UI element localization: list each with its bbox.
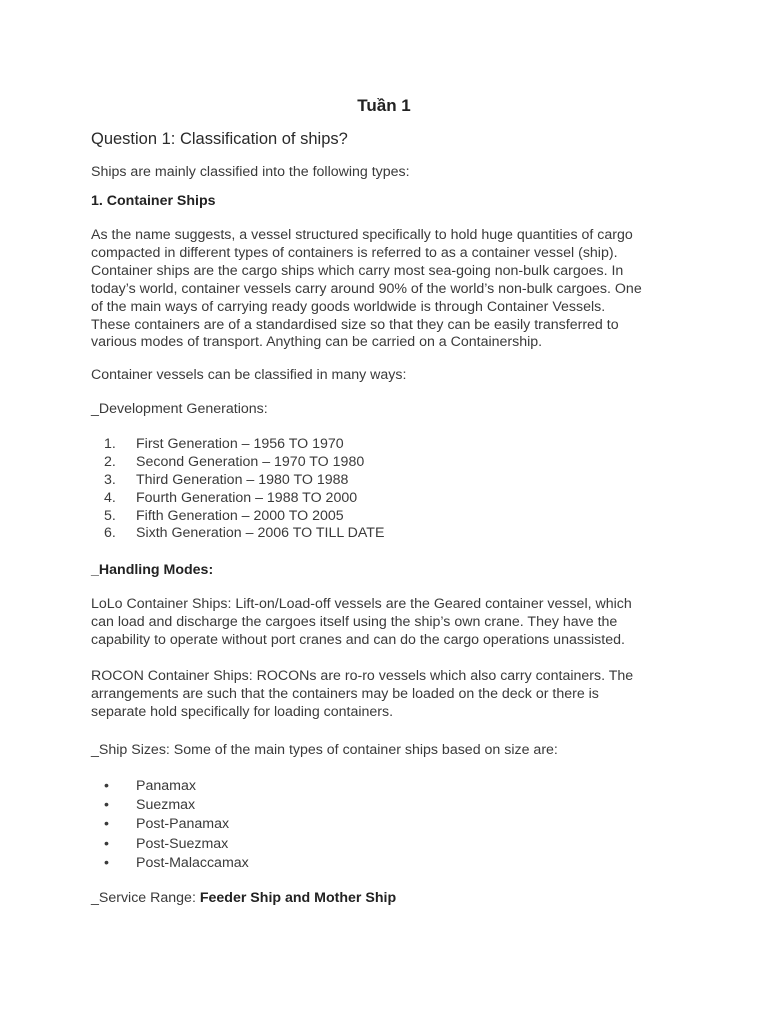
list-item-text: Post-Panamax <box>136 816 230 833</box>
intro-text: Ships are mainly classified into the following types: <box>91 164 410 180</box>
service-range-value: Feeder Ship and Mother Ship <box>199 890 397 906</box>
list-item-text: Post-Malaccamax <box>136 854 249 871</box>
list-number: 3. <box>104 471 116 488</box>
handling-modes-heading: _Handling Modes: <box>91 562 214 578</box>
list-item-text: Fourth Generation – 1988 TO 2000 <box>136 489 358 506</box>
paragraph-line: capability to operate without port cranes and can do the cargo operations unassisted. <box>91 631 625 648</box>
paragraph-line: Container ships are the cargo ships which carry most sea-going non-bulk cargoes. In <box>91 262 624 279</box>
bullet-icon: • <box>104 835 109 852</box>
list-number: 2. <box>104 453 116 470</box>
bullet-icon: • <box>104 816 109 833</box>
paragraph-line: As the name suggests, a vessel structured specifically to hold huge quantities of cargo <box>91 227 633 243</box>
list-item-text: Post-Suezmax <box>136 835 229 852</box>
container-ships-paragraph <box>91 227 691 352</box>
list-item-text: Fifth Generation – 2000 TO 2005 <box>136 507 344 524</box>
page-title: Tuần 1 <box>357 96 411 115</box>
paragraph-line: separate hold specifically for loading containers. <box>91 703 394 720</box>
rocon-paragraph <box>91 668 691 722</box>
section-heading-container-ships: 1. Container Ships <box>91 193 216 209</box>
paragraph-line: of the main ways of carrying ready goods worldwide is through Container Vessels. <box>91 298 606 315</box>
paragraph-line: compacted in different types of containers is referred to as a container vessel (ship). <box>91 244 618 261</box>
list-number: 5. <box>104 507 116 524</box>
list-item-text: Third Generation – 1980 TO 1988 <box>136 471 349 488</box>
paragraph-line: ROCON Container Ships: ROCONs are ro-ro vessels which also carry containers. The <box>91 668 634 684</box>
list-item-text: Suezmax <box>136 797 196 814</box>
question-heading: Question 1: Classification of ships? <box>91 130 348 148</box>
bullet-icon: • <box>104 854 109 871</box>
bullet-icon: • <box>104 797 109 814</box>
paragraph-line: can load and discharge the cargoes itself using the ship’s own crane. They have the <box>91 613 618 630</box>
list-number: 4. <box>104 489 116 506</box>
service-range-label: _Service Range: <box>91 890 200 906</box>
paragraph-line: today’s world, container vessels carry around 90% of the world’s non-bulk cargoes. One <box>91 280 642 297</box>
paragraph-line: various modes of transport. Anything can be carried on a Containership. <box>91 334 543 351</box>
list-number: 1. <box>104 436 116 452</box>
paragraph-line: LoLo Container Ships: Lift-on/Load-off vessels are the Geared container vessel, which <box>91 596 632 612</box>
list-number: 6. <box>104 525 116 542</box>
ship-sizes-text: _Ship Sizes: Some of the main types of container ships based on size are: <box>91 742 558 758</box>
list-item-text: Second Generation – 1970 TO 1980 <box>136 453 365 470</box>
list-item-text: First Generation – 1956 TO 1970 <box>136 436 344 452</box>
list-item-text: Panamax <box>136 778 196 794</box>
service-range-line <box>91 890 396 906</box>
paragraph-line: These containers are of a standardised size so that they can be easily transferred to <box>91 316 619 333</box>
lolo-paragraph <box>91 596 691 650</box>
development-generations-label: _Development Generations: <box>91 401 268 417</box>
list-item-text: Sixth Generation – 2006 TO TILL DATE <box>136 525 385 542</box>
paragraph-line: arrangements are such that the containers may be loaded on the deck or there is <box>91 685 599 702</box>
bullet-icon: • <box>104 778 109 794</box>
classification-text: Container vessels can be classified in many ways: <box>91 367 407 383</box>
